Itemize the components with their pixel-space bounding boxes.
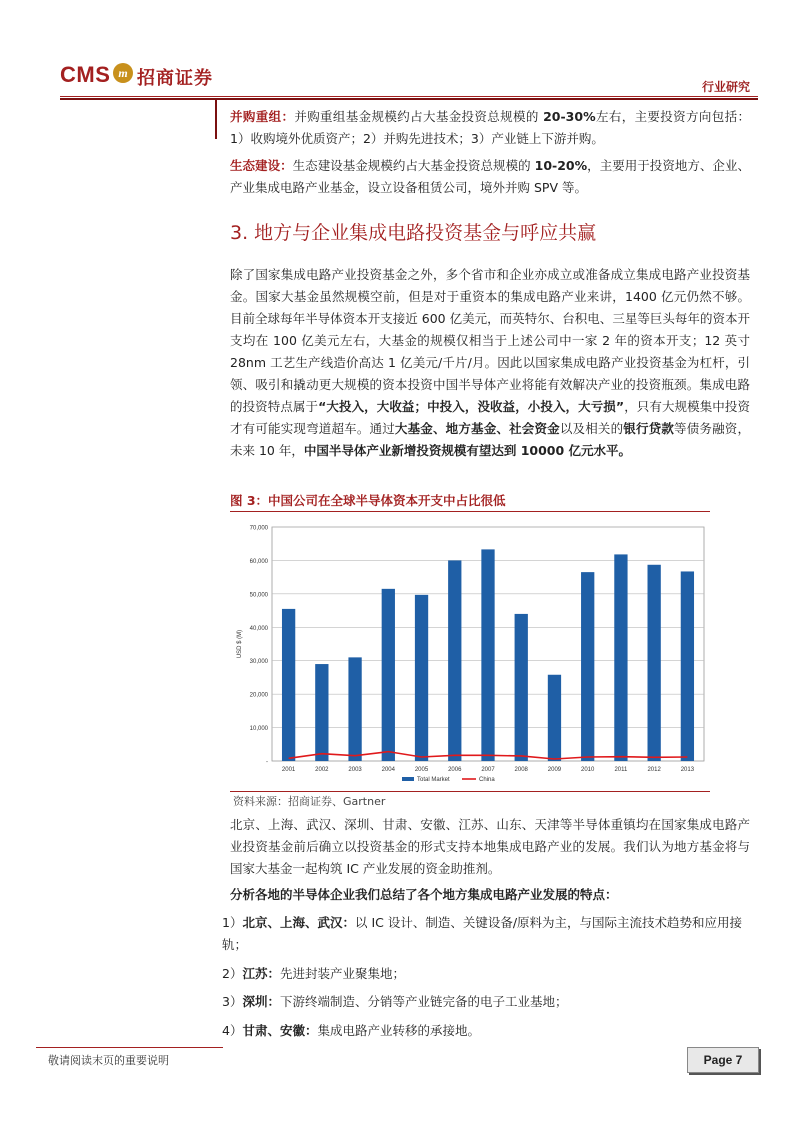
header-rule <box>60 96 758 97</box>
ecosystem-highlight: 10-20% <box>534 158 588 173</box>
figure-title-rule <box>230 511 710 512</box>
main-text-4: 等债务融资，未来 10 年， <box>230 421 750 458</box>
bar-total-market <box>382 589 395 761</box>
list-text: 以 IC 设计、制造、关键设备/原料为主，与国际主流技术趋势和应用接轨； <box>222 915 743 952</box>
ecosystem-label: 生态建设： <box>230 158 293 173</box>
x-tick-label: 2012 <box>647 767 661 773</box>
merger-text-b: 左右，主要投资方向包括：1）收购境外优质资产；2）并购先进技术；3）产业链上下游并购。 <box>230 109 750 146</box>
merger-label: 并购重组： <box>230 109 295 124</box>
list-item <box>222 963 752 985</box>
capex-chart <box>232 515 710 789</box>
source-rule <box>230 791 710 792</box>
list-number: 3） <box>222 994 243 1009</box>
logo-chinese-text: 招商证券 <box>137 68 213 89</box>
header-vertical-bar <box>215 99 217 139</box>
x-tick-label: 2005 <box>414 767 429 773</box>
bar-total-market <box>481 549 494 761</box>
y-tick-label: 10,000 <box>249 726 268 733</box>
logo-cms-text: CMS <box>60 62 111 87</box>
bar-total-market <box>282 609 295 761</box>
list-number: 2） <box>222 966 243 981</box>
x-tick-label: 2008 <box>514 767 528 773</box>
x-tick-label: 2004 <box>381 767 395 773</box>
list-item <box>222 1020 752 1042</box>
footer-note: 敬请阅读末页的重要说明 <box>48 1054 169 1067</box>
list-text: 下游终端制造、分销等产业链完备的电子工业基地； <box>279 994 568 1009</box>
x-tick-label: 2001 <box>281 767 296 773</box>
legend-label-china: China <box>479 777 495 783</box>
list-number: 4） <box>222 1023 243 1038</box>
x-tick-label: 2007 <box>481 767 495 773</box>
y-tick-label: - <box>266 759 268 766</box>
main-text-3: 以及相关的 <box>559 421 624 436</box>
y-tick-label: 30,000 <box>249 659 268 666</box>
bar-total-market <box>581 572 594 761</box>
ecosystem-paragraph <box>230 155 750 199</box>
ecosystem-text-a: 生态建设基金规模约占大基金投资总规模的 <box>292 158 535 173</box>
main-text-2: ，只有大规模集中投资才有可能实现弯道超车。通过 <box>230 399 750 436</box>
main-bold-4: 中国半导体产业新增投资规模有望达到 10000 亿元水平。 <box>303 443 632 458</box>
bar-total-market <box>681 571 694 761</box>
figure-source: 资料来源：招商证券、Gartner <box>233 795 386 808</box>
list-text: 集成电路产业转移的承接地。 <box>317 1023 480 1038</box>
merger-text-a: 并购重组基金规模约占大基金投资总规模的 <box>294 109 544 124</box>
list-bold: 深圳： <box>242 994 280 1009</box>
main-text-1: 除了国家集成电路产业投资基金之外，多个省市和企业亦成立或准备成立集成电路产业投资基金。国家大基金虽然规模空前，但是对于重资本的集成电路产业来讲，1400 亿元仍然不够。目前全球每年半导体资本开支接近 600 亿美元，而英特尔、台积电、三星等巨头每年的资本开支均在 100 亿美元左右，大基金的规模仅相当于上述公司中一家 2 年的资本开支；12 英寸 28nm 工艺生产线造价高达 1 亿美元/千片/月。因此以国家集成电路产业投资基金为杠杆，引领、吸引和撬动更大规模的资本投资中国半导体产业将能有效解决产业的投资瓶颈。集成电路的投资特点属于 <box>230 267 750 414</box>
bar-total-market <box>648 565 661 761</box>
merger-highlight: 20-30% <box>543 109 596 124</box>
legend-label-total-market: Total Market <box>417 777 450 783</box>
bar-total-market <box>415 595 428 761</box>
legend-swatch-total-market <box>402 777 414 781</box>
y-tick-label: 20,000 <box>249 692 268 699</box>
main-bold-2: 大基金、地方基金、社会资金 <box>394 421 560 436</box>
x-tick-label: 2010 <box>581 767 595 773</box>
report-category: 行业研究 <box>701 80 750 94</box>
list-bold: 江苏： <box>242 966 280 981</box>
bar-total-market <box>348 657 361 761</box>
section-heading: 3. 地方与企业集成电路投资基金与呼应共赢 <box>230 222 597 244</box>
bar-total-market <box>448 560 461 761</box>
footer-rule <box>36 1047 223 1048</box>
merger-paragraph <box>230 106 750 150</box>
main-bold-1: “大投入，大收益；中投入，没收益，小投入，大亏损” <box>318 399 625 414</box>
y-axis-label: USD $ (M) <box>237 629 243 659</box>
list-bold: 甘肃、安徽： <box>242 1023 318 1038</box>
list-number: 1） <box>222 915 243 930</box>
bar-total-market <box>548 675 561 761</box>
list-item <box>222 991 752 1013</box>
bar-total-market <box>315 664 328 761</box>
main-bold-3: 银行贷款 <box>623 421 675 436</box>
logo-badge-icon: m <box>113 63 133 83</box>
y-tick-label: 60,000 <box>249 558 268 565</box>
x-tick-label: 2002 <box>315 767 329 773</box>
ecosystem-text-b: ，主要用于投资地方、企业、产业集成电路产业基金，设立设备租赁公司，境外并购 SPV 等。 <box>230 158 750 195</box>
bar-total-market <box>515 614 528 761</box>
x-tick-label: 2006 <box>448 767 462 773</box>
x-tick-label: 2013 <box>680 767 695 773</box>
x-tick-label: 2009 <box>547 767 562 773</box>
regional-paragraph: 北京、上海、武汉、深圳、甘肃、安徽、江苏、山东、天津等半导体重镇均在国家集成电路产业投资基金前后确立以投资基金的形式支持本地集成电路产业的发展。我们认为地方基金将与国家大基金一起构筑 IC 产业发展的资金助推剂。 <box>230 817 750 876</box>
list-text: 先进封装产业聚集地； <box>279 966 405 981</box>
y-tick-label: 40,000 <box>249 625 268 632</box>
summary-heading: 分析各地的半导体企业我们总结了各个地方集成电路产业发展的特点： <box>230 887 618 902</box>
figure-title: 图 3：中国公司在全球半导体资本开支中占比很低 <box>230 493 506 508</box>
x-tick-label: 2003 <box>348 767 362 773</box>
page-number: Page 7 <box>687 1047 759 1073</box>
main-paragraph <box>230 264 750 462</box>
bar-total-market <box>614 554 627 761</box>
x-tick-label: 2011 <box>614 767 628 773</box>
y-tick-label: 50,000 <box>249 592 268 599</box>
list-bold: 北京、上海、武汉： <box>242 915 355 930</box>
list-item <box>222 912 752 956</box>
y-tick-label: 70,000 <box>249 525 268 532</box>
header-rule-thick <box>60 98 758 100</box>
